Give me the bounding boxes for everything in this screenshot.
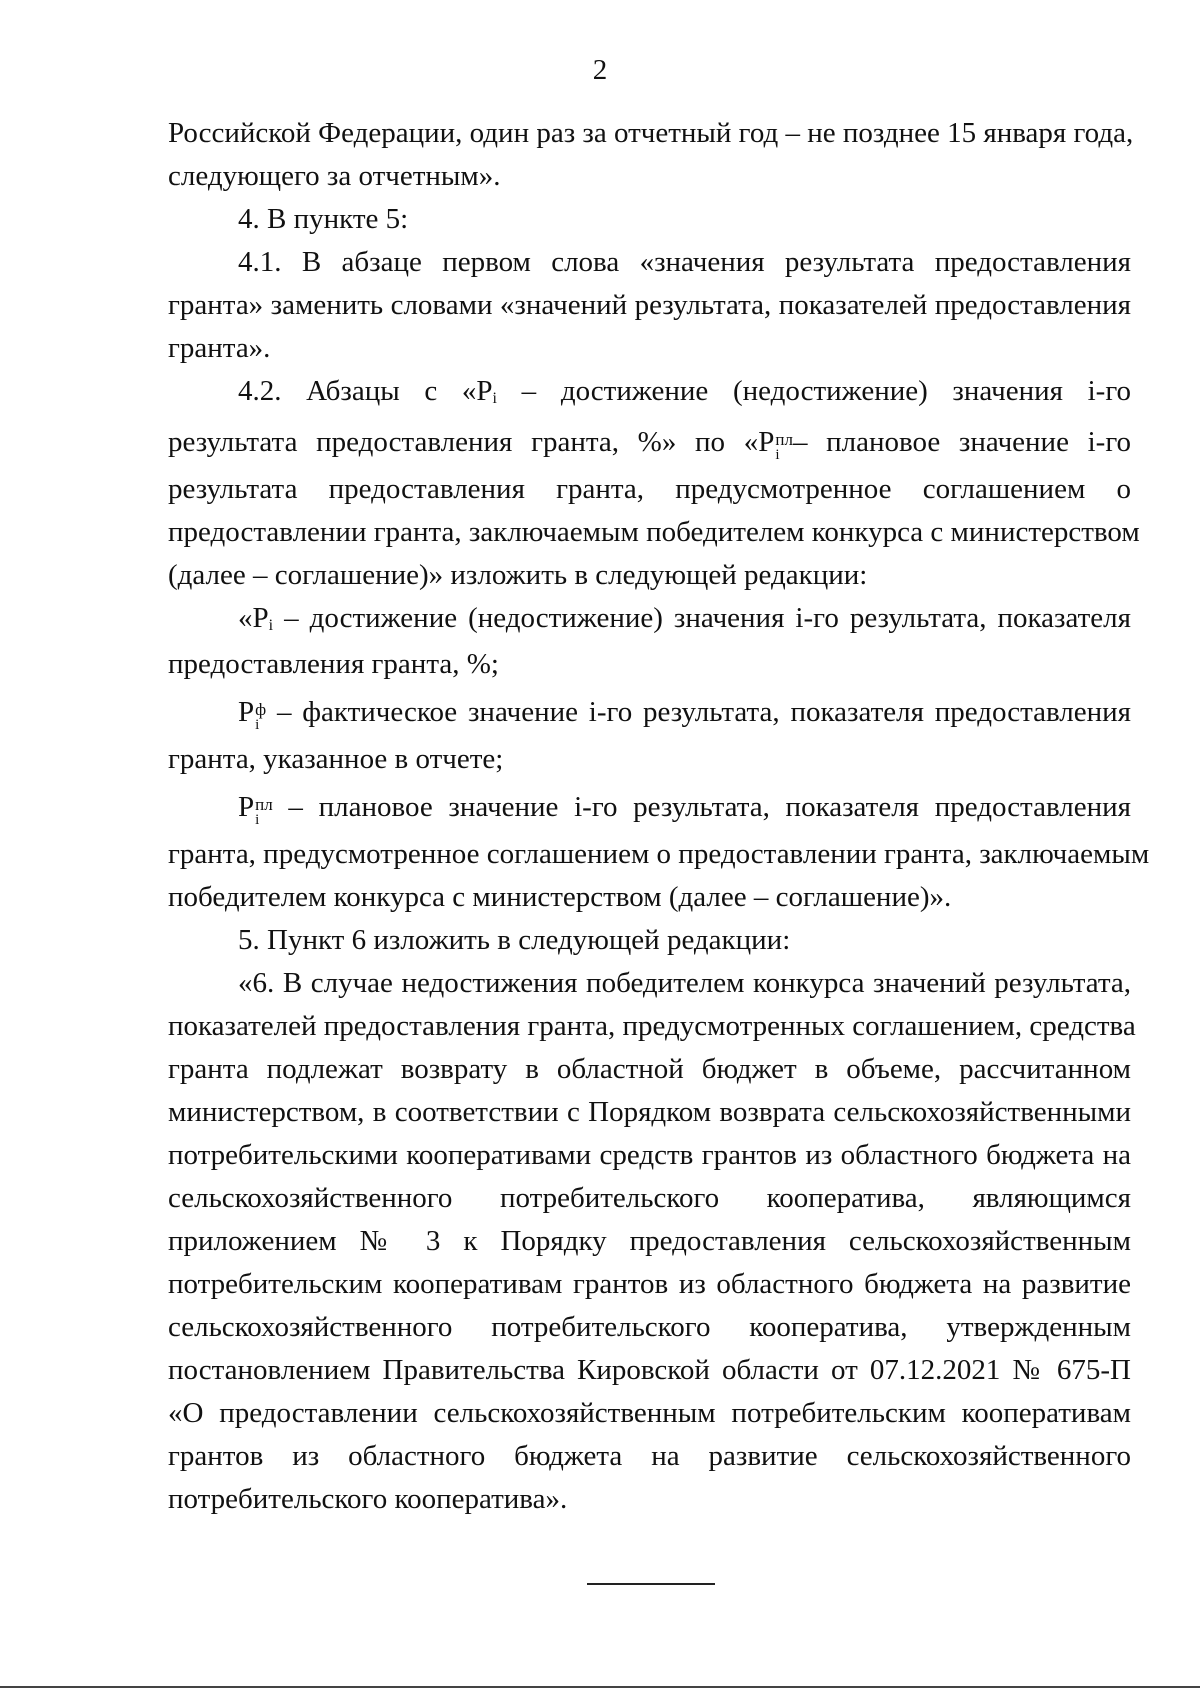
document-body (168, 112, 1150, 1521)
text-line (168, 416, 1131, 468)
closing-divider (587, 1583, 715, 1585)
text-line (168, 686, 1131, 738)
text-line: грантов из областного бюджета на развитие сельскохозяйственного (168, 1440, 1131, 1472)
text-fragment: – плановое значение i-го результата, показателя предоставления (272, 791, 1131, 823)
text-line: 4.1. В абзаце первом слова «значения результата предоставления (238, 246, 1131, 278)
index-stack (255, 702, 266, 732)
text-line: приложением № 3 к Порядку предоставления сельскохозяйственным (168, 1225, 1131, 1257)
text-line: сельскохозяйственного потребительского кооператива, являющимся (168, 1182, 1131, 1214)
page-number: 2 (592, 54, 608, 86)
text-fragment: «P (238, 602, 269, 634)
text-line: гранта подлежат возврату в областной бюджет в объеме, рассчитанном (168, 1053, 1131, 1085)
superscript-pl: пл (775, 430, 793, 449)
text-line: гранта, предусмотренное соглашением о предоставлении гранта, заключаемым (168, 838, 1150, 870)
text-line: «6. В случае недостижения победителем конкурса значений результата, (238, 967, 1131, 999)
text-line (168, 370, 1131, 416)
text-line: потребительскими кооперативами средств грантов из областного бюджета на (168, 1139, 1131, 1171)
scan-edge-line (0, 1686, 1200, 1688)
text-line (168, 597, 1131, 643)
text-fragment: P (238, 696, 255, 728)
subscript-i: i (255, 812, 260, 828)
superscript-pl: пл (255, 795, 273, 814)
text-line: гранта, указанное в отчете; (168, 743, 504, 775)
text-fragment: 4.2. Абзацы с «P (238, 375, 493, 407)
text-fragment: – фактическое значение i-го результата, показателя предоставления (266, 696, 1131, 728)
text-fragment: – достижение (недостижение) значения i-го результата, показателя (273, 602, 1131, 634)
text-line: следующего за отчетным». (168, 160, 501, 192)
text-line: Российской Федерации, один раз за отчетный год – не позднее 15 января года, (168, 117, 1134, 149)
text-line: гранта». (168, 332, 271, 364)
subscript-i: i (268, 617, 274, 634)
index-stack (255, 797, 273, 827)
text-line: предоставления гранта, %; (168, 648, 499, 680)
text-line: постановлением Правительства Кировской области от 07.12.2021 № 675-П (168, 1354, 1131, 1386)
text-line: победителем конкурса с министерством (далее – соглашение)». (168, 881, 952, 913)
text-fragment: результата предоставления гранта, %» по «P (168, 426, 775, 458)
text-line: потребительским кооперативам грантов из областного бюджета на развитие (168, 1268, 1131, 1300)
text-line: гранта» заменить словами «значений результата, показателей предоставления (168, 289, 1131, 321)
text-line: результата предоставления гранта, предусмотренное соглашением о (168, 473, 1131, 505)
text-fragment: – плановое значение i-го (792, 426, 1132, 458)
text-line: министерством, в соответствии с Порядком возврата сельскохозяйственными (168, 1096, 1131, 1128)
text-line: сельскохозяйственного потребительского кооператива, утвержденным (168, 1311, 1131, 1343)
text-line: показателей предоставления гранта, предусмотренных соглашением, средства (168, 1010, 1136, 1042)
text-line: потребительского кооператива». (168, 1483, 568, 1515)
subscript-i: i (775, 447, 780, 463)
index-stack (775, 432, 793, 462)
item-heading: 5. Пункт 6 изложить в следующей редакции: (238, 924, 791, 956)
superscript-f: ф (255, 700, 267, 719)
text-fragment: P (238, 791, 255, 823)
text-fragment: – достижение (недостижение) значения i-го (497, 375, 1131, 407)
subscript-i: i (255, 717, 260, 733)
text-line: «О предоставлении сельскохозяйственным потребительским кооперативам (168, 1397, 1131, 1429)
subscript-i: i (492, 390, 497, 407)
item-heading: 4. В пункте 5: (238, 203, 409, 235)
text-line: предоставлении гранта, заключаемым победителем конкурса с министерством (168, 516, 1140, 548)
text-line: (далее – соглашение)» изложить в следующей редакции: (168, 559, 868, 591)
text-line (168, 781, 1131, 833)
